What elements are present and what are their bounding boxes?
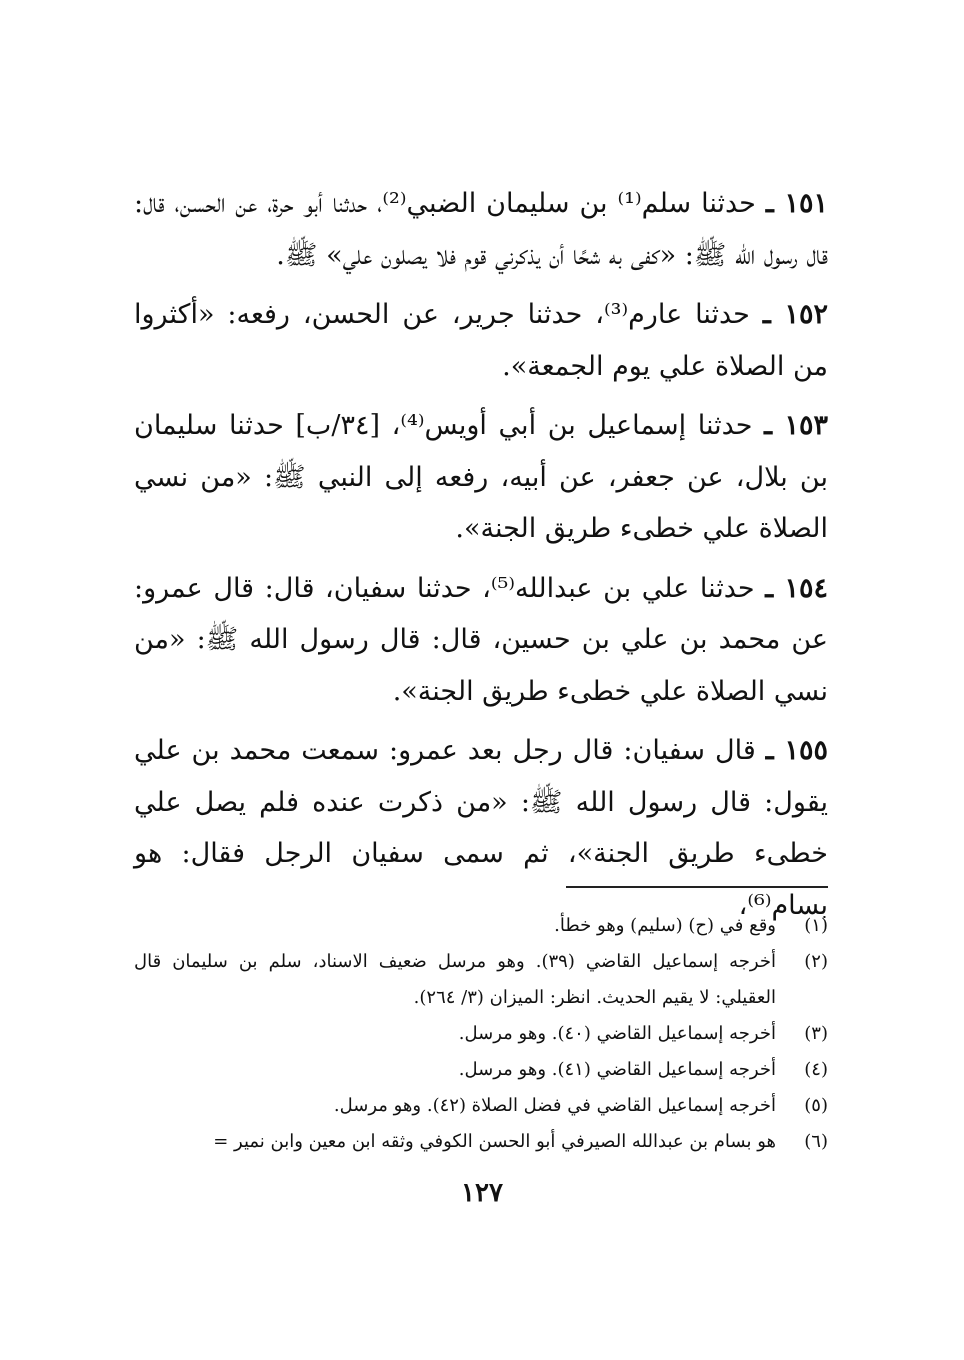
footnote-text: أخرجه إسماعيل القاضي في فضل الصلاة (٤٢). وهو مرسل. bbox=[333, 1095, 776, 1116]
hadith-entry-152 bbox=[134, 289, 828, 392]
entry-number: ١٥١ ـ bbox=[765, 188, 829, 219]
entry-text: حدثنا سلم⁽¹⁾ بن سليمان الضبي⁽²⁾، حدثنا أبو حرة، عن الحسن، قال: قال رسول الله ﷺ: «كفى به شحًا أن يذكرني قوم فلا يصلون علي» ﷺ. bbox=[134, 188, 828, 271]
footnote-4 bbox=[134, 1052, 828, 1088]
entry-number: ١٥٥ ـ bbox=[765, 735, 828, 766]
hadith-entry-151 bbox=[134, 178, 828, 281]
entry-number: ١٥٢ ـ bbox=[762, 299, 829, 330]
footnote-text: أخرجه إسماعيل القاضي (٤٠). وهو مرسل. bbox=[458, 1023, 776, 1044]
footnote-divider bbox=[566, 886, 828, 888]
main-text-body bbox=[134, 178, 828, 939]
footnote-label: (٣) bbox=[804, 1023, 828, 1044]
entry-text: حدثنا إسماعيل بن أبي أويس⁽⁴⁾، [٣٤/ب] حدثنا سليمان بن بلال، عن جعفر، عن أبيه، رفعه إلى النبي ﷺ: «من نسي الصلاة علي خطىء طريق الجنة». bbox=[134, 410, 828, 544]
footnote-text: هو بسام بن عبدالله الصيرفي أبو الحسن الكوفي وثقه ابن معين وابن نمير = bbox=[213, 1131, 776, 1152]
footnotes-section bbox=[134, 908, 828, 1160]
footnote-text: أخرجه إسماعيل القاضي (٤١). وهو مرسل. bbox=[458, 1059, 776, 1080]
footnote-5 bbox=[134, 1088, 828, 1124]
footnote-label: (٤) bbox=[804, 1059, 828, 1080]
hadith-entry-153 bbox=[134, 400, 828, 555]
entry-text: حدثنا عارم⁽³⁾، حدثنا جرير، عن الحسن، رفعه: «أكثروا من الصلاة علي يوم الجمعة». bbox=[134, 299, 828, 382]
footnote-label: (٥) bbox=[804, 1095, 828, 1116]
footnote-text: وقع في (ح) (سليم) وهو خطأ. bbox=[554, 915, 776, 936]
footnote-label: (٢) bbox=[804, 951, 828, 972]
footnote-label: (١) bbox=[804, 915, 828, 936]
hadith-entry-154 bbox=[134, 563, 828, 718]
entry-text: حدثنا علي بن عبدالله⁽⁵⁾، حدثنا سفيان، قال: قال عمرو: عن محمد بن علي بن حسين، قال: قال رسول الله ﷺ: «من نسي الصلاة علي خطىء طريق الجنة». bbox=[134, 572, 828, 707]
footnote-text: أخرجه إسماعيل القاضي (٣٩). وهو مرسل ضعيف الاسناد، سلم بن سليمان قال العقيلي: لا يقيم الحديث. انظر: الميزان (٣/ ٢٦٤). bbox=[134, 951, 776, 1008]
footnote-2 bbox=[134, 944, 828, 1016]
entry-number: ١٥٤ ـ bbox=[765, 572, 829, 604]
entry-text: قال سفيان: قال رجل بعد عمرو: سمعت محمد بن علي يقول: قال رسول الله ﷺ: «من ذكرت عنده فلم يصل علي خطىء طريق الجنة»، ثم سمى سفيان الرجل فقال: هو بسام⁽⁶⁾، bbox=[134, 735, 828, 921]
entry-number: ١٥٣ ـ bbox=[764, 410, 828, 441]
footnote-label: (٦) bbox=[804, 1131, 828, 1152]
page-number: ١٢٧ bbox=[461, 1178, 503, 1208]
hadith-entry-155 bbox=[134, 725, 828, 931]
footnote-3 bbox=[134, 1016, 828, 1052]
footnote-1 bbox=[134, 908, 828, 944]
footnote-6 bbox=[134, 1124, 828, 1160]
